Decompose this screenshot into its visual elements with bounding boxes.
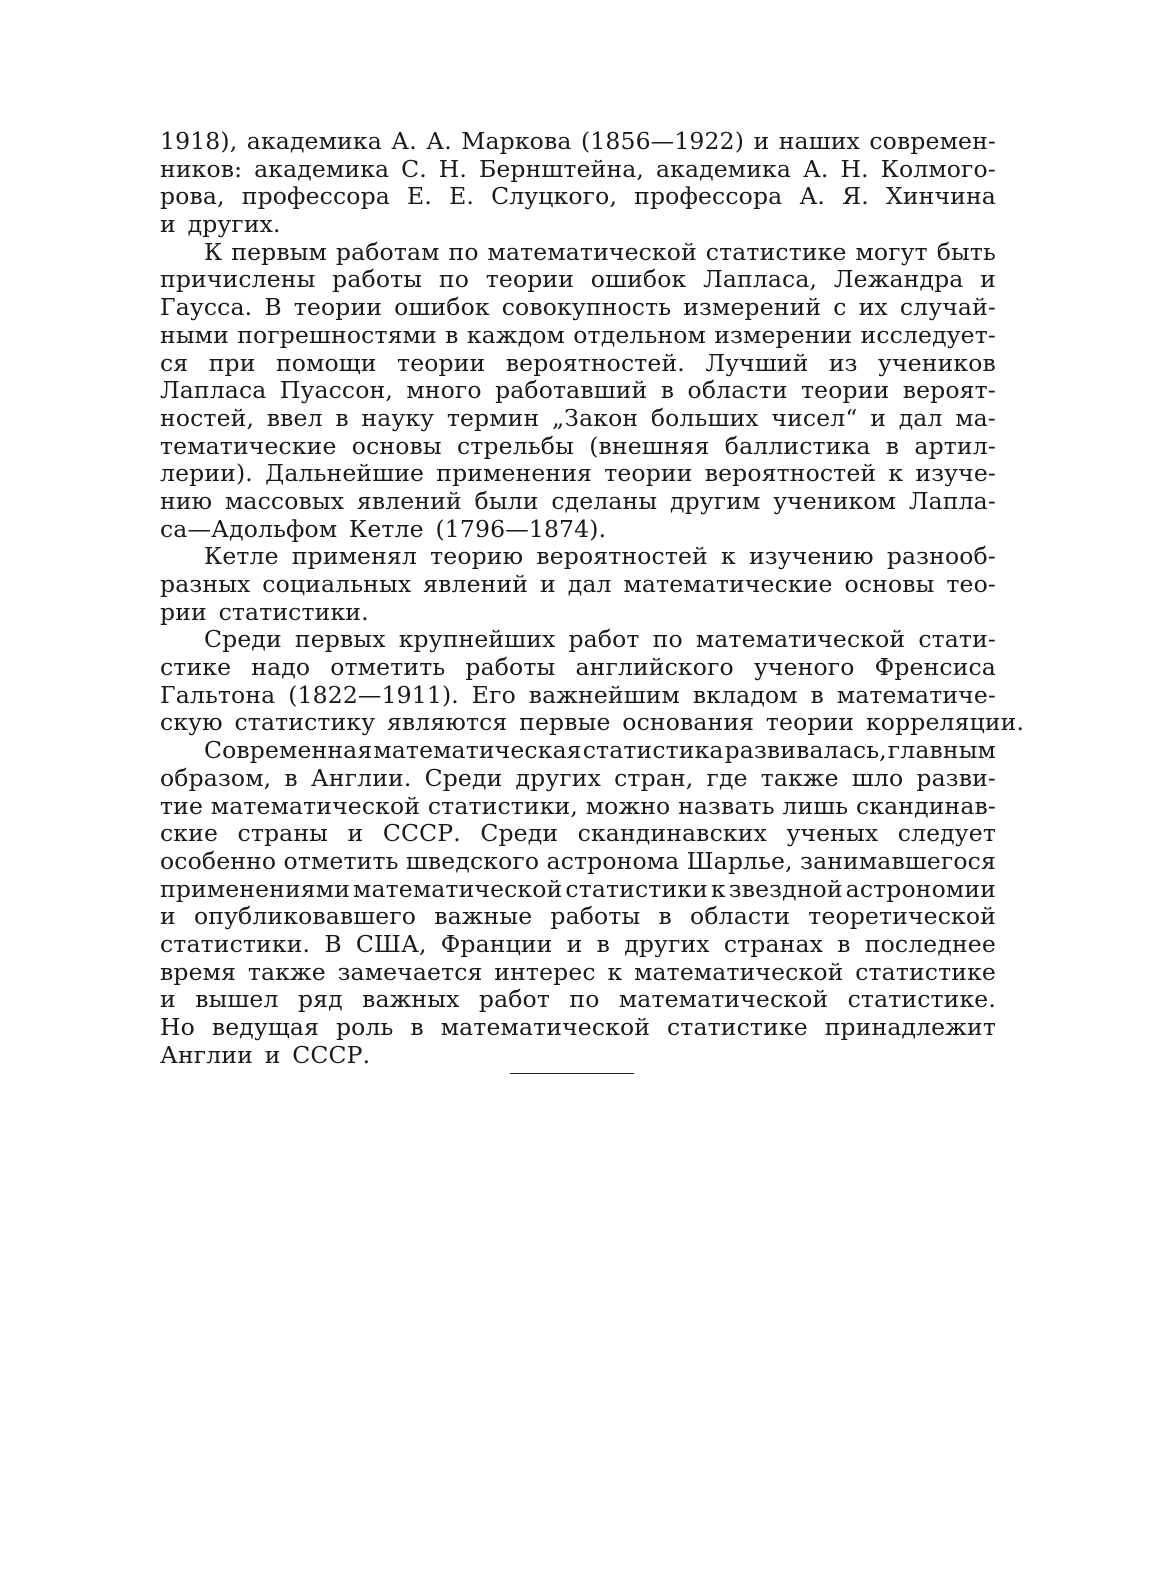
text-line: образом, в Англии. Среди других стран, где также шло разви- — [160, 763, 996, 792]
text-line: нию массовых явлений были сделаны другим учеником Лапла- — [160, 486, 996, 515]
paragraph — [160, 543, 996, 626]
text-line: Гаусса. В теории ошибок совокупность измерений с их случай- — [160, 293, 996, 322]
text-line: ными погрешностями в каждом отдельном измерении исследует- — [160, 320, 996, 349]
text-line: Современная математическая статистика развивалась, главным — [204, 736, 996, 765]
text-line: скую статистику являются первые основания теории корреляции. — [160, 708, 1025, 737]
text-line: К первым работам по математической статистике могут быть — [204, 237, 996, 266]
text-line: рова, профессора Е. Е. Слуцкого, профессора А. Я. Хинчина — [160, 182, 996, 211]
text-line: Кетле применял теорию вероятностей к изучению разнооб- — [204, 542, 996, 571]
text-line: тематические основы стрельбы (внешняя баллистика в артил- — [160, 431, 996, 460]
text-line: и других. — [160, 210, 281, 239]
text-line: особенно отметить шведского астронома Шарлье, занимавшегося — [160, 846, 996, 875]
text-line: Гальтона (1822—1911). Его важнейшим вкладом в математиче- — [160, 680, 996, 709]
text-line: разных социальных явлений и дал математические основы тео- — [160, 570, 996, 598]
text-line: ников: академика С. Н. Бернштейна, академика А. Н. Колмого- — [160, 154, 996, 183]
paragraph — [160, 625, 1025, 737]
paragraph — [160, 239, 996, 544]
text-line: и вышел ряд важных работ по математической статистике. — [160, 985, 996, 1014]
text-line: тие математической статистики, можно назвать лишь скандинав- — [160, 791, 996, 820]
text-line: применениями математической статистики к звездной астрономии — [160, 874, 996, 903]
section-divider-rule — [510, 1073, 634, 1074]
paragraph — [160, 128, 996, 239]
text-line: Англии и СССР. — [160, 1040, 371, 1069]
text-line: Лапласа Пуассон, много работавший в области теории вероят- — [160, 376, 996, 405]
text-line: Среди первых крупнейших работ по математической стати- — [204, 625, 996, 654]
text-line: 1918), академика А. А. Маркова (1856—1922) и наших современ- — [160, 127, 996, 155]
text-line: время также замечается интерес к математической статистике — [160, 957, 996, 986]
text-line: ские страны и СССР. Среди скандинавских ученых следует — [160, 819, 996, 848]
paragraph — [160, 737, 996, 1069]
text-line: Но ведущая роль в математической статистике принадлежит — [160, 1013, 996, 1041]
text-line: стике надо отметить работы английского ученого Френсиса — [160, 653, 996, 682]
text-line: и опубликовавшего важные работы в области теоретической — [160, 902, 996, 931]
text-line: ностей, ввел в науку термин „Закон больших чисел“ и дал ма- — [160, 403, 996, 432]
text-line: са—Адольфом Кетле (1796—1874). — [160, 514, 607, 543]
text-line: рии статистики. — [160, 597, 369, 626]
text-line: лерии). Дальнейшие применения теории вероятностей к изуче- — [160, 459, 996, 488]
text-line: статистики. В США, Франции и в других странах в последнее — [160, 929, 996, 958]
text-line: причислены работы по теории ошибок Лапласа, Лежандра и — [160, 265, 996, 294]
text-line: ся при помощи теории вероятностей. Лучший из учеников — [160, 348, 996, 377]
body-text — [160, 127, 1025, 1069]
